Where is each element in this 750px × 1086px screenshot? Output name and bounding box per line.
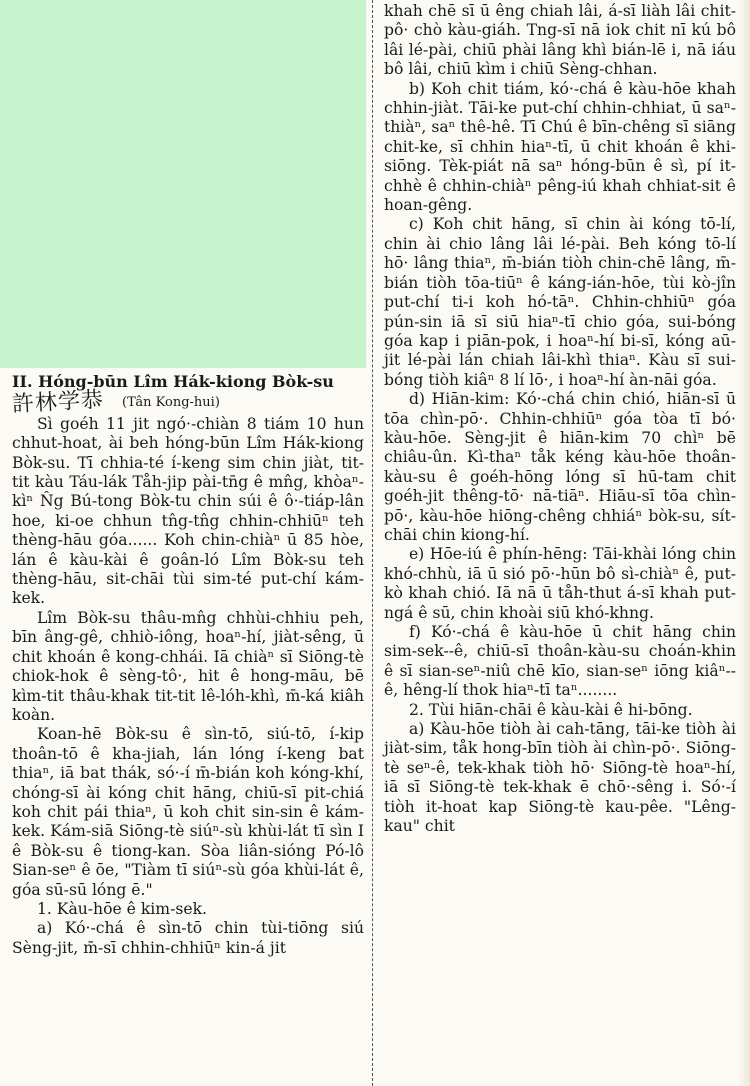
list-item-heading: 2. Tùi hiān-chāi ê kàu-kài ê hi-bōng. — [408, 700, 693, 719]
list-sub-item: d) Hiān-kim: Kó·-chá chin chió, hiān-sī ū tōa chìn-pō·. Chhin-chhiūⁿ góa tòa tī bó· kàu-hōe. Sèng-jit ê hiān-kim 70 chìⁿ bē chiâu-ûn. Kì-thaⁿ tåk kéng kàu-hōe thoân-kàu-su ê goéh-hōng lóng sī hū-tam chit goéh-jit thêng-tō· nā-tiāⁿ. Hiāu-sī tōa chìn-pō·, kàu-hōe hiōng-chêng chhiáⁿ bòk-su, sít-chāi chin kiong-hí. — [384, 390, 736, 544]
paragraph: Lîm Bòk-su thâu-mn̂g chhùi-chhiu peh, bīn âng-gê, chhiò-iông, hoaⁿ-hí, jiàt-sêng, ū chit khoán ê kong-chhái. Iā chiàⁿ sī Siōng-tè chiok-hok ê sèng-tô·, hit ê hong-māu, bē kìm-tit thâu-khak tit-tit lê-lóh-khì, m̄-ká kiâh koàn. — [12, 608, 364, 724]
article-heading: II. Hóng-būn Lîm Hák-kiong Bòk-su — [12, 372, 334, 391]
list-sub-item: a) Kó·-chá ê sìn-tō chin tùi-tiōng siú Sèng-jit, m̄-sī chhin-chhiūⁿ kin-á jit — [12, 919, 364, 957]
signature-line — [11, 388, 364, 418]
list-sub-item: c) Koh chit hāng, sī chin ài kóng tō-lí, chin ài chio lâng lâi lé-pài. Beh kóng tō-lí hō· lâng thiaⁿ, m̄-bián tiòh chin-chē lâng, m̄-bián tiòh tōa-tiūⁿ ê káng-ián-hōe, tùi kò-jîn put-chí ti-i koh hó-tāⁿ. Chhin-chhiūⁿ góa pún-sin iā sī siū hiaⁿ-tī chio góa, sui-bóng góa kap i piān-pok, i hoaⁿ-hí bi-sī, kóng aū-jit lé-pài lán chiah lâi-khì thiaⁿ. Kàu sī sui-bóng tiòh kiâⁿ 8 lí lō·, i hoaⁿ-hí àn-nāi góa. — [384, 215, 736, 389]
list-sub-item: b) Koh chit tiám, kó·-chá ê kàu-hōe khah chhin-jiàt. Tāi-ke put-chí chhin-chhiat, ū saⁿ-thiàⁿ, saⁿ thê-hê. Tī Chú ê bīn-chêng sī siāng chit-ke, sī chhin hiaⁿ-tī, ū chit khoán ê khi-siōng. Tèk-piát nā saⁿ hóng-būn ê sì, pí it-chhè ê chhin-chiàⁿ pêng-iú khah chhiat-sit ê hoan-gêng. — [384, 79, 736, 215]
list-sub-item: f) Kó·-chá ê kàu-hōe ū chit hāng chin sim-sek--ê, chiū-sī thoân-kàu-su choán-khin ê sī sian-seⁿ-niû chē kīo, sian-seⁿ iōng kiâⁿ--ê, hêng-lí thok hiaⁿ-tī taⁿ........ — [384, 623, 736, 700]
right-column — [384, 2, 736, 1086]
paragraph: Sì goéh 11 jit ngó·-chiàn 8 tiám 10 hun chhut-hoat, ài beh hóng-būn Lîm Hák-kiong Bòk-su. Tī chhia-té í-keng sim chin jiàt, tit-tit kàu Táu-lák Tåh-jip pài-tn̄g ê mn̂g, khòaⁿ-kìⁿ N̂g Bú-tong Bòk-tu chin súi ê ô·-tiáp-lân hoe, ki-oe chhun tn̂g-tn̂g chhin-chhiūⁿ teh thèng-hāu góa...... Koh chin-chiàⁿ ū 85 hòe, lán ê kàu-kài ê goân-ló Lîm Bòk-su teh thèng-hāu, sit-chāi tùi sim-té put-chí kám-kek. — [12, 414, 364, 608]
green-overlay — [0, 0, 366, 368]
column-divider — [372, 0, 374, 1086]
list-sub-item: a) Kàu-hōe tiòh ài cah-tāng, tāi-ke tiòh ài jiàt-sim, tåk hong-bīn tiòh ài chìn-pō·. Siōng-tè seⁿ-ê, tek-khak tiòh hō· Siōng-tè hoaⁿ-hí, iā sī Siōng-tè tek-khak ē chō·-sêng i. Só·-í tiòh it-hoat kap Siōng-tè kau-pêe. "Lêng-kau" chit — [384, 720, 736, 836]
paragraph: khah chē sī ū êng chiah lâi, á-sī liàh lâi chit-pô· chò kàu-giáh. Tng-sī nā iok chit nī kú bô lâi lé-pài, chiū phài lâng khì bián-lē i, nā iáu bô lâi, chiū kìm i chiū Sèng-chhan. — [384, 2, 736, 79]
left-column — [12, 372, 364, 1086]
chinese-signature: 許林学恭 — [11, 388, 105, 418]
list-item-heading: 1. Kàu-hōe ê kim-sek. — [36, 899, 207, 918]
paragraph: Koan-hē Bòk-su ê sìn-tō, siú-tō, í-kip thoân-tō ê kha-jiah, lán lóng í-keng bat thiaⁿ, iā bat thák, só·-í m̄-bián koh kóng-khí, chóng-sī ài kóng chit hāng, chiū-sī pit-chiá koh chit pái thiaⁿ, ū koh chit sin-sin ê kám-kek. Kám-siā Siōng-tè siúⁿ-sù khùi-lát tī sìn I ê Bòk-su ê tiong-kan. Sòa liân-sióng Pó-lô Sian-seⁿ ê ōe, "Tiàm tī siúⁿ-sù góa khùi-lát ê, góa sū-sū lóng ē." — [12, 725, 364, 899]
page-edge — [738, 0, 750, 1086]
author-name: (Tân Kong-hui) — [122, 395, 220, 411]
list-sub-item: e) Hōe-iú ê phín-hēng: Tāi-khài lóng chin khó-chhù, iā ū sió pō·-hūn bô sì-chiàⁿ ê, put-kò khah chió. Iā nā ū tåh-thut á-sī khah put-ngá ê sū, chin khoài siū khó-khng. — [384, 545, 736, 622]
